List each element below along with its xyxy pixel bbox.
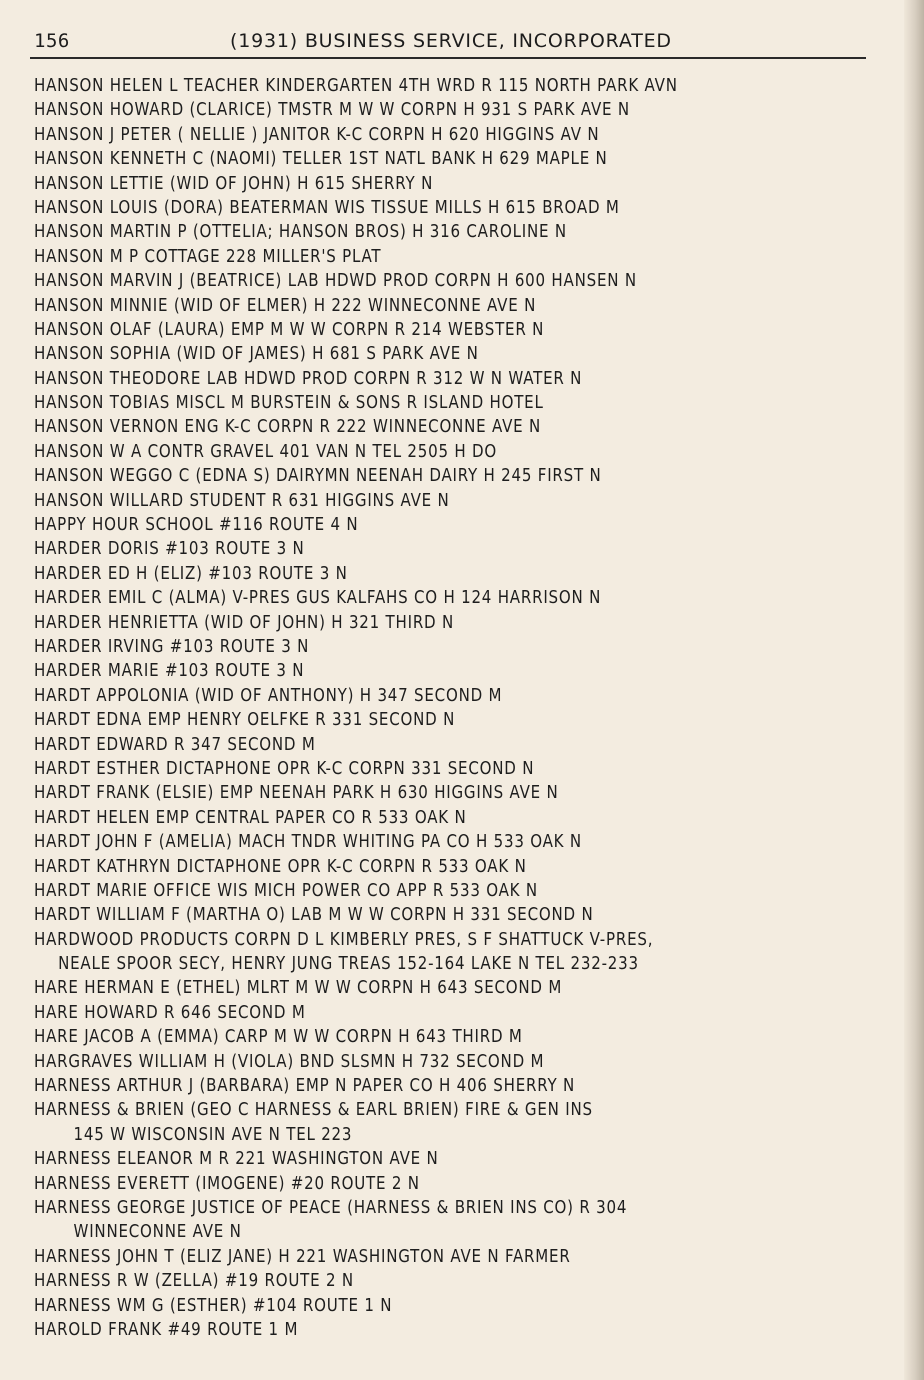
- page-edge-shadow: [904, 0, 924, 1380]
- directory-entry: HANSON HOWARD (CLARICE) TMSTR M W W CORPN H 931 S PARK AVE N: [34, 100, 630, 121]
- directory-entry: HANSON J PETER ( NELLIE ) JANITOR K-C CORPN H 620 HIGGINS AV N: [34, 124, 600, 145]
- directory-entry: HARDT ESTHER DICTAPHONE OPR K-C CORPN 331 SECOND N: [34, 758, 535, 779]
- running-title: (1931) BUSINESS SERVICE, INCORPORATED: [230, 30, 672, 52]
- directory-entry: HARDER ED H (ELIZ) #103 ROUTE 3 N: [34, 563, 348, 584]
- directory-entry: HAPPY HOUR SCHOOL #116 ROUTE 4 N: [34, 515, 359, 536]
- directory-entry: HANSON MINNIE (WID OF ELMER) H 222 WINNECONNE AVE N: [34, 295, 537, 316]
- directory-entry: HARDT APPOLONIA (WID OF ANTHONY) H 347 SECOND M: [34, 685, 503, 706]
- directory-entry: HARNESS GEORGE JUSTICE OF PEACE (HARNESS & BRIEN INS CO) R 304: [34, 1197, 628, 1218]
- directory-entry: HARNESS JOHN T (ELIZ JANE) H 221 WASHINGTON AVE N FARMER: [34, 1246, 571, 1267]
- directory-entry: HARE HERMAN E (ETHEL) MLRT M W W CORPN H 643 SECOND M: [34, 978, 563, 999]
- directory-entry: HANSON W A CONTR GRAVEL 401 VAN N TEL 2505 H DO: [34, 441, 498, 462]
- directory-entry: HANSON LETTIE (WID OF JOHN) H 615 SHERRY N: [34, 173, 434, 194]
- directory-entry-continuation: WINNECONNE AVE N: [73, 1222, 242, 1243]
- directory-entry: HARDT EDNA EMP HENRY OELFKE R 331 SECOND N: [34, 710, 456, 731]
- directory-entry: HANSON MARTIN P (OTTELIA; HANSON BROS) H 316 CAROLINE N: [34, 222, 567, 243]
- directory-entry: HARGRAVES WILLIAM H (VIOLA) BND SLSMN H 732 SECOND M: [34, 1051, 545, 1072]
- directory-entry: HANSON KENNETH C (NAOMI) TELLER 1ST NATL BANK H 629 MAPLE N: [34, 149, 608, 170]
- directory-entry: HARDT HELEN EMP CENTRAL PAPER CO R 533 OAK N: [34, 807, 467, 828]
- directory-entry: HARDT MARIE OFFICE WIS MICH POWER CO APP R 533 OAK N: [34, 880, 538, 901]
- directory-entry-continuation: NEALE SPOOR SECY, HENRY JUNG TREAS 152-164 LAKE N TEL 232-233: [58, 954, 639, 975]
- directory-entry: HARDER EMIL C (ALMA) V-PRES GUS KALFAHS CO H 124 HARRISON N: [34, 588, 602, 609]
- directory-entries: [34, 74, 894, 1342]
- directory-entry: HARNESS R W (ZELLA) #19 ROUTE 2 N: [34, 1271, 354, 1292]
- directory-entry: HANSON HELEN L TEACHER KINDERGARTEN 4TH WRD R 115 NORTH PARK AVN: [34, 76, 678, 96]
- directory-entry: HARDER MARIE #103 ROUTE 3 N: [34, 661, 305, 682]
- directory-entry: HANSON LOUIS (DORA) BEATERMAN WIS TISSUE MILLS H 615 BROAD M: [34, 197, 620, 218]
- directory-entry: HARE JACOB A (EMMA) CARP M W W CORPN H 643 THIRD M: [34, 1027, 523, 1048]
- directory-entry: HANSON OLAF (LAURA) EMP M W W CORPN R 214 WEBSTER N: [34, 319, 545, 340]
- directory-entry: HARNESS ARTHUR J (BARBARA) EMP N PAPER CO H 406 SHERRY N: [34, 1076, 576, 1097]
- directory-entry-continuation: 145 W WISCONSIN AVE N TEL 223: [73, 1124, 353, 1145]
- directory-entry: HARNESS EVERETT (IMOGENE) #20 ROUTE 2 N: [34, 1173, 420, 1194]
- directory-entry: HAROLD FRANK #49 ROUTE 1 M: [34, 1319, 299, 1340]
- directory-entry: HARNESS WM G (ESTHER) #104 ROUTE 1 N: [34, 1295, 393, 1316]
- directory-entry: HARDT FRANK (ELSIE) EMP NEENAH PARK H 630 HIGGINS AVE N: [34, 783, 559, 804]
- directory-entry: HANSON WEGGO C (EDNA S) DAIRYMN NEENAH DAIRY H 245 FIRST N: [34, 466, 602, 487]
- directory-entry: HARE HOWARD R 646 SECOND M: [34, 1002, 306, 1023]
- directory-entry: HARDER DORIS #103 ROUTE 3 N: [34, 539, 305, 560]
- directory-entry: HANSON SOPHIA (WID OF JAMES) H 681 S PARK AVE N: [34, 344, 479, 365]
- directory-entry: HARDT EDWARD R 347 SECOND M: [34, 734, 316, 755]
- directory-entry: HARDER HENRIETTA (WID OF JOHN) H 321 THIRD N: [34, 612, 455, 633]
- header-rule: [30, 57, 866, 59]
- directory-entry: HARDT KATHRYN DICTAPHONE OPR K-C CORPN R 533 OAK N: [34, 856, 527, 877]
- directory-entry: HANSON VERNON ENG K-C CORPN R 222 WINNECONNE AVE N: [34, 417, 542, 438]
- page-number: 156: [34, 30, 70, 52]
- directory-entry: HANSON MARVIN J (BEATRICE) LAB HDWD PROD CORPN H 600 HANSEN N: [34, 271, 637, 292]
- directory-entry: HARNESS ELEANOR M R 221 WASHINGTON AVE N: [34, 1149, 439, 1170]
- directory-entry: HANSON M P COTTAGE 228 MILLER'S PLAT: [34, 246, 382, 267]
- directory-entry: HANSON WILLARD STUDENT R 631 HIGGINS AVE N: [34, 490, 450, 511]
- directory-entry: HANSON THEODORE LAB HDWD PROD CORPN R 312 W N WATER N: [34, 368, 583, 389]
- page-header: [34, 26, 864, 56]
- directory-entry: HARDER IRVING #103 ROUTE 3 N: [34, 636, 310, 657]
- directory-entry: HANSON TOBIAS MISCL M BURSTEIN & SONS R ISLAND HOTEL: [34, 393, 544, 414]
- directory-entry: HARDT JOHN F (AMELIA) MACH TNDR WHITING PA CO H 533 OAK N: [34, 832, 582, 853]
- directory-entry: HARDT WILLIAM F (MARTHA O) LAB M W W CORPN H 331 SECOND N: [34, 905, 594, 926]
- directory-entry: HARNESS & BRIEN (GEO C HARNESS & EARL BRIEN) FIRE & GEN INS: [34, 1100, 593, 1121]
- directory-entry: HARDWOOD PRODUCTS CORPN D L KIMBERLY PRES, S F SHATTUCK V-PRES,: [34, 929, 654, 950]
